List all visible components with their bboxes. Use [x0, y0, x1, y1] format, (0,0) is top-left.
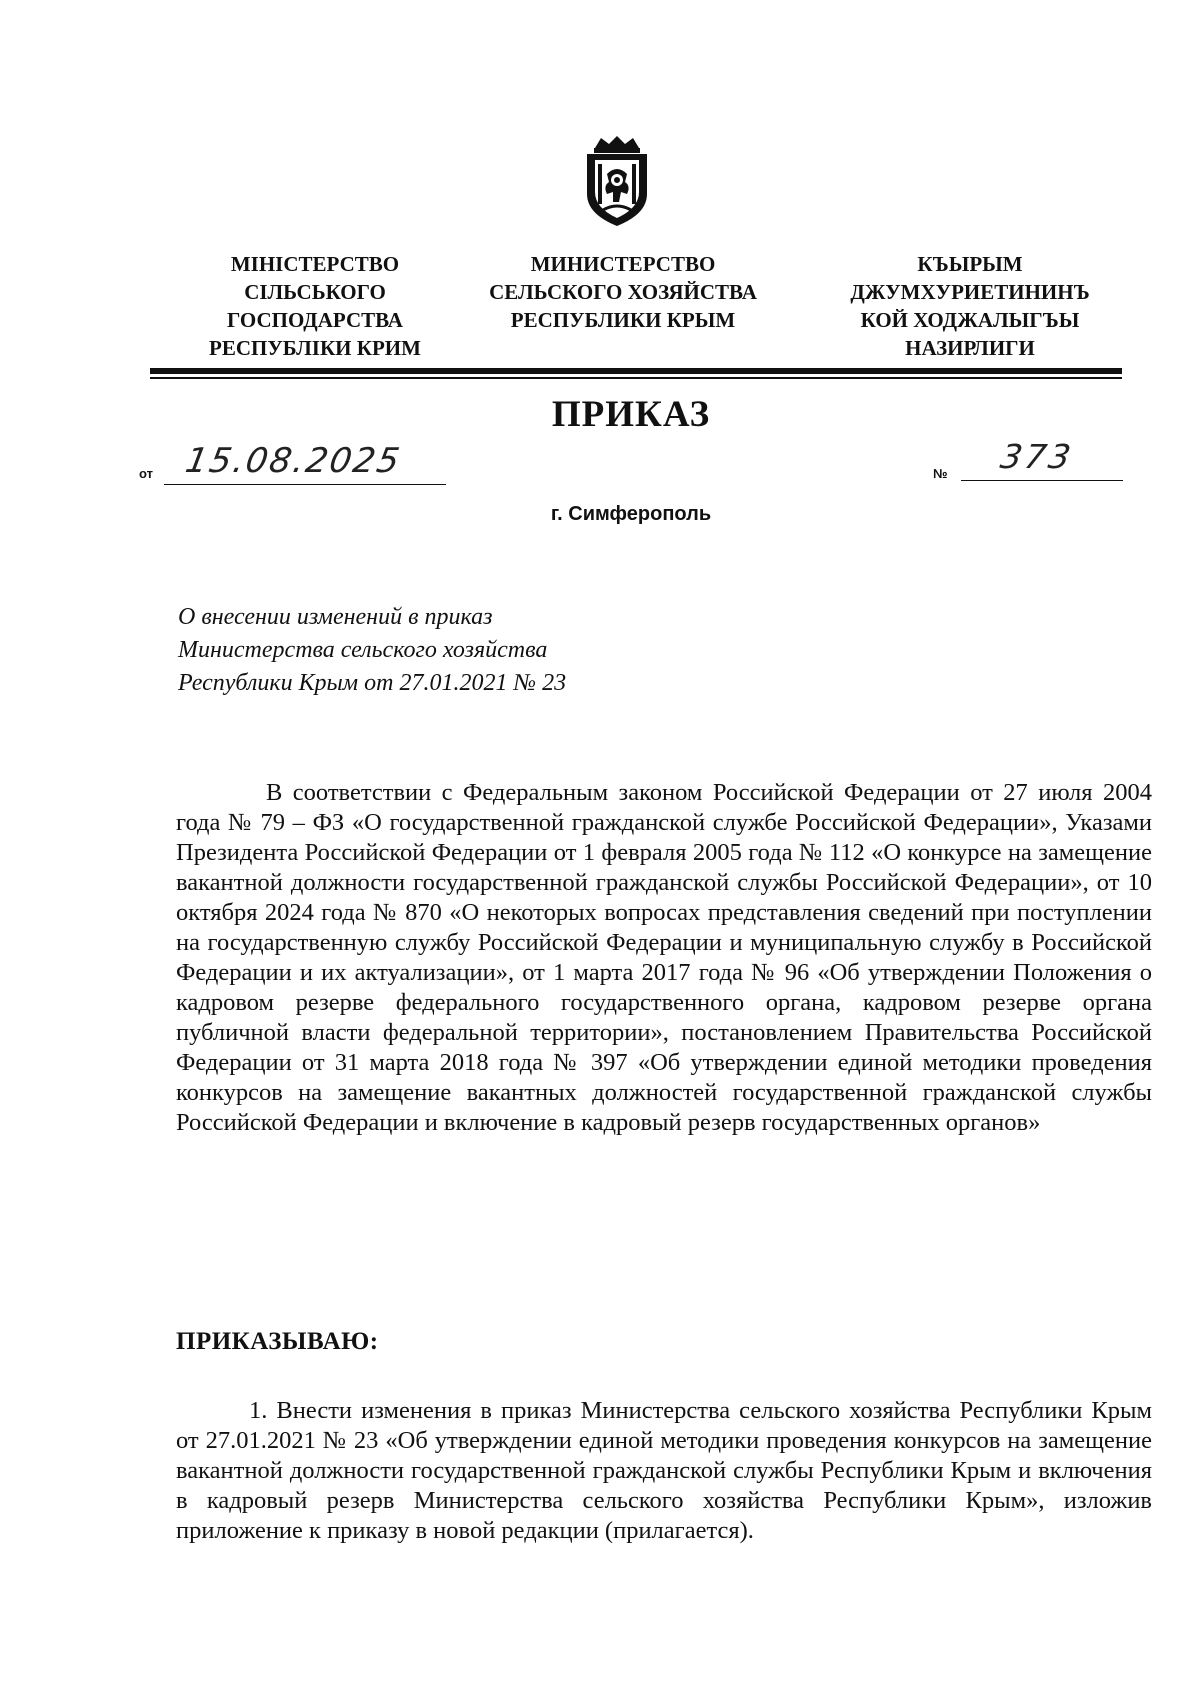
coat-of-arms-emblem — [581, 134, 653, 228]
number-prefix: № — [933, 466, 948, 481]
ministry-name-line: ДЖУМХУРИЕТИНИНЪ — [850, 280, 1090, 304]
subject-line: О внесении изменений в приказ — [178, 604, 493, 630]
city-line: г. Симферополь — [550, 503, 712, 525]
ministry-name-line: КОЙ ХОДЖАЛЫГЪЫ — [860, 308, 1080, 332]
ministry-name-line: НАЗИРЛИГИ — [905, 336, 1035, 360]
subject-line: Республики Крым от 27.01.2021 № 23 — [178, 670, 567, 696]
ministry-name-ukrainian — [170, 250, 460, 362]
ministry-name-line: ГОСПОДАРСТВА — [227, 308, 403, 332]
date-underline — [164, 484, 446, 485]
ministry-name-line: РЕСПУБЛІКИ КРИМ — [209, 336, 421, 360]
ministry-name-russian — [468, 250, 778, 334]
handwritten-number: 373 — [997, 437, 1077, 476]
handwritten-date: 15.08.2025 — [182, 441, 405, 481]
ministry-name-line: РЕСПУБЛИКИ КРЫМ — [510, 308, 736, 332]
ministry-name-crimean-tatar — [805, 250, 1135, 362]
ministry-name-line: СІЛЬСЬКОГО — [244, 280, 386, 304]
ministry-name-line: МІНІСТЕРСТВО — [230, 252, 400, 276]
order-directive-heading: ПРИКАЗЫВАЮ: — [176, 1328, 379, 1355]
preamble-paragraph: В соответствии с Федеральным законом Российской Федерации от 27 июля 2004 года № 79 – ФЗ «О государственной гражданской службе Российской Федерации», Указами Президента Российской Федерации от 1 февраля 2005 года № 112 «О конкурсе на замещение вакантной должности государственной гражданской службы Российской Федерации», от 10 октября 2024 года № 870 «О некоторых вопросах представления сведений при поступлении на государственную службу Российской Федерации и муниципальную службу в Российской Федерации и их актуализации», от 1 марта 2017 года № 96 «Об утверждении Положения о кадровом резерве федерального государственного органа, кадровом резерве органа публичной власти федеральной территории», постановлением Правительства Российской Федерации от 31 марта 2018 года № 397 «Об утверждении единой методики проведения конкурсов на замещение вакантных должностей государственной гражданской службы Российской Федерации и включение в кадровый резерв государственных органов» — [176, 779, 1152, 1136]
date-prefix: от — [139, 466, 153, 481]
ministry-name-line: СЕЛЬСКОГО ХОЗЯЙСТВА — [489, 280, 757, 304]
ministry-name-line: КЪЫРЫМ — [917, 252, 1023, 276]
order-subject — [178, 601, 566, 700]
document-title: ПРИКАЗ — [551, 394, 711, 435]
ministry-name-line: МИНИСТЕРСТВО — [530, 252, 716, 276]
number-underline — [961, 480, 1123, 481]
header-divider-thin — [150, 377, 1122, 379]
order-item: 1. Внести изменения в приказ Министерства сельского хозяйства Республики Крым от 27.01.2021 № 23 «Об утверждении единой методики проведения конкурсов на замещение вакантной должности государственной гражданской службы Республики Крым и включения в кадровый резерв Министерства сельского хозяйства Республики Крым», изложив приложение к приказу в новой редакции (прилагается). — [176, 1397, 1152, 1544]
header-divider-thick — [150, 368, 1122, 374]
subject-line: Министерства сельского хозяйства — [178, 637, 548, 663]
